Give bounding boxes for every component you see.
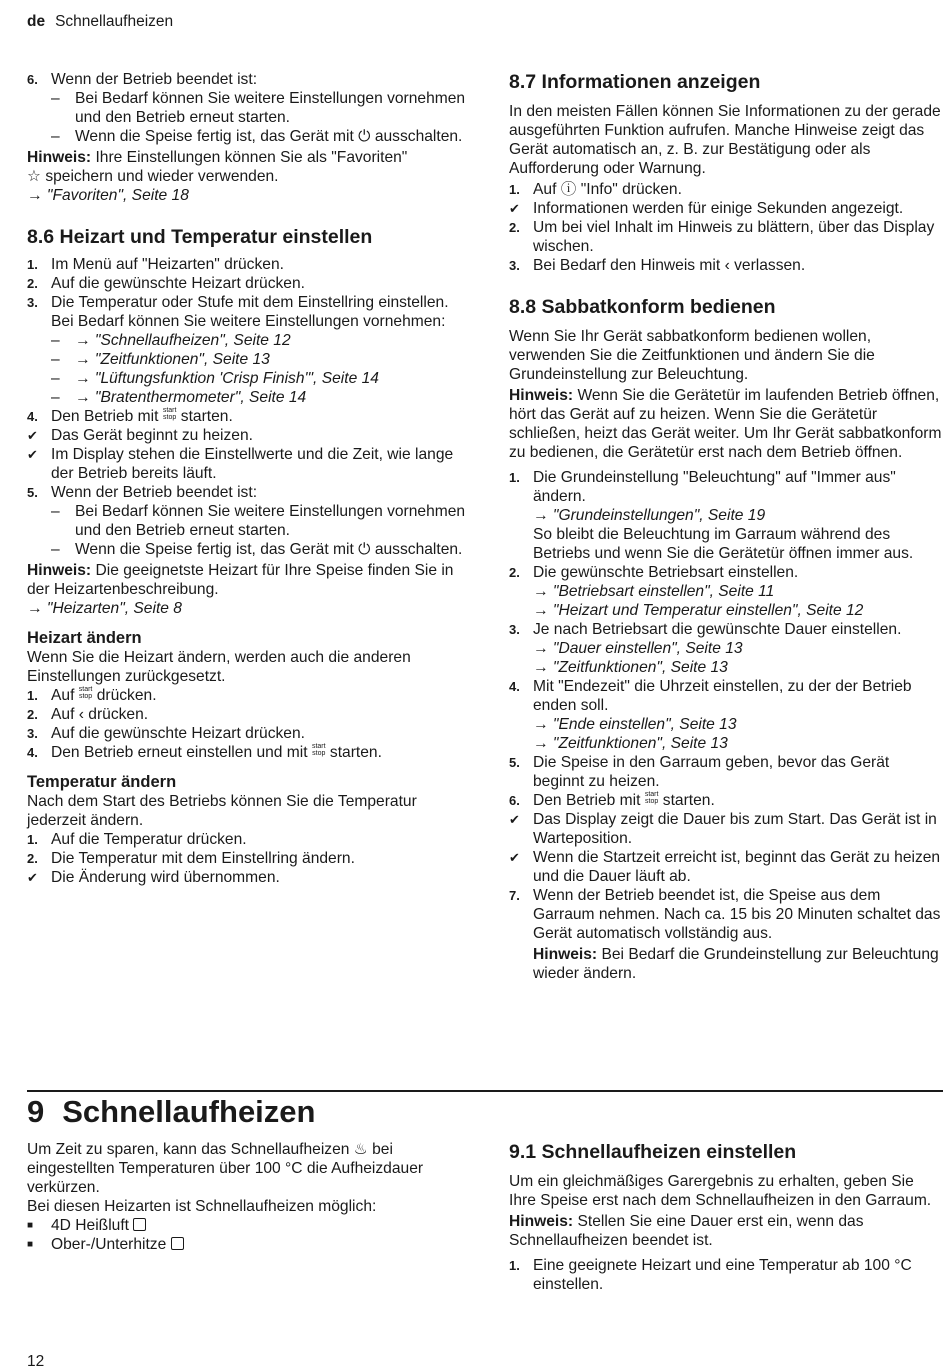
bullet-icon: ■ <box>27 1220 34 1231</box>
check-icon: ✔ <box>27 447 38 462</box>
start-stop-icon: start stop <box>162 407 177 421</box>
check-icon: ✔ <box>509 850 520 865</box>
chapter-9-left: Um Zeit zu sparen, kann das Schnellaufheizen ♨ bei eingestellten Temperaturen über 100 °C die Aufheizdauer verkürzen. Bei diesen Heizarten ist Schnellaufheizen möglich: ■ 4D Heißluft ■ Ober-/Unterhitze <box>27 1141 424 1253</box>
subheading-heizart: Heizart ändern <box>27 629 142 647</box>
section-9-1-title: 9.1 Schnellaufheizen einstellen <box>509 1141 797 1163</box>
page-header <box>27 12 173 31</box>
start-stop-icon: start stop <box>311 743 326 757</box>
xref: → "Favoriten", Seite 18 <box>27 187 189 204</box>
back-icon: ‹ <box>78 706 84 723</box>
left-column: 6. Wenn der Betrieb beendet ist: – Bei Bedarf können Sie weitere Einstellungen vornehmen und den Betrieb erneut starten. – Wenn die Speise fertig ist, das Gerät mit ⏻ ausschalten. Hinweis: Ihre Einstellungen können Sie als "Favoriten" ☆ speichern und wieder verwenden. → "Favoriten", Seite 18 8.6 Heizart und Temperatur einstellen 1. Im Menü auf "Heizarten" drücken. 2. Auf die gewünschte Heizart drücken. 3. Die Temperatur oder Stufe mit dem Einstellring einstellen. Bei Bedarf können Sie weitere Einstellungen vornehmen: – → "Schnellaufheizen", Seite 12 – → "Zeitfunktionen", Seite 13 – → "Lüftungsfunktion 'Crisp Finish'", Seite 14 – → "Bratenthermometer", Seite 14 4. Den Betrieb mit start stop starten. ✔ Das Gerät beginnt zu heizen. ✔ Im Display stehen die Einstellwerte und die Zeit, wie lange der Betrieb bereits läuft. 5. Wenn der Betrieb beendet ist: – Bei Bedarf können Sie weitere Einstellungen vornehmen und den Betrieb erneut starten. – Wenn die Speise fertig ist, das Gerät mit ⏻ ausschalten. Hinweis: Die geeignetste Heizart für Ihre Speise finden Sie in der Heizartenbeschreibung. → "Heizarten", Seite 8 Heizart ändern Wenn Sie die Heizart ändern, werden auch die anderen Einstellungen zurückgesetzt. 1. Auf start stop drücken. 2. Auf ‹ drücken. 3. Auf die gewünschte Heizart drücken. 4. Den Betrieb erneut einstellen und mit start stop starten. Temperatur ändern Nach dem Start des Betriebs können Sie die Temperatur jederzeit ändern. 1. Auf die Temperatur drücken. 2. Die Temperatur mit dem Einstellring ändern. ✔ Die Änderung wird übernommen. <box>27 71 466 886</box>
power-icon: ⏻ <box>358 541 371 558</box>
star-icon: ☆ <box>27 168 41 185</box>
header-title: Schnellaufheizen <box>55 13 174 30</box>
section-8-6-title: 8.6 Heizart und Temperatur einstellen <box>27 226 373 248</box>
bullet-icon: ■ <box>27 1239 34 1250</box>
language-code: de <box>27 13 46 30</box>
page-number: 12 <box>27 1353 45 1370</box>
chapter-9-right: 9.1 Schnellaufheizen einstellen Um ein gleichmäßiges Garergebnis zu erhalten, geben Sie Ihre Speise erst nach dem Schnellaufheizen in den Garraum. Hinweis: Stellen Sie eine Dauer erst ein, wenn das Schnellaufheizen beendet ist. 1. Eine geeignete Heizart und eine Temperatur ab 100 °C einstellen. <box>509 1140 943 1294</box>
rapid-heat-icon: ♨ <box>353 1141 368 1158</box>
start-stop-icon: start stop <box>78 686 93 700</box>
sub-item: – Bei Bedarf können Sie weitere Einstellungen vornehmen und den Betrieb erneut starten. <box>51 90 466 126</box>
back-icon: ‹ <box>724 257 730 274</box>
hint: Hinweis: Ihre Einstellungen können Sie als "Favoriten" ☆ speichern und wieder verwenden. <box>27 149 408 185</box>
section-8-8-title: 8.8 Sabbatkonform bedienen <box>509 296 776 318</box>
check-icon: ✔ <box>27 428 38 443</box>
start-stop-icon: start stop <box>644 791 659 805</box>
hint: Hinweis: Die geeignetste Heizart für Ihre Speise finden Sie in der Heizartenbeschreibung. <box>27 562 454 598</box>
fan-heat-icon <box>133 1218 146 1231</box>
section-divider <box>27 1090 943 1092</box>
hint: Hinweis: Wenn Sie die Gerätetür im laufenden Betrieb öffnen, hört das Gerät auf zu heizen. Wenn Sie die Gerätetür schließen, heizt das Gerät weiter. Um Ihr Gerät sabbatkonform zu bedienen, die Gerätetür erst nach dem Betrieb öffnen. <box>509 387 942 461</box>
check-icon: ✔ <box>27 870 38 885</box>
power-icon: ⏻ <box>358 128 371 145</box>
check-icon: ✔ <box>509 201 520 216</box>
right-column: 8.7 Informationen anzeigen In den meisten Fällen können Sie Informationen zu der gerade ausgeführten Funktion aufrufen. Manche Hinweise zeigt das Gerät automatisch an, z. B. zur Bestätigung oder als Aufforderung oder Warnung. 1. Auf ⓘ "Info" drücken. ✔ Informationen werden für einige Sekunden angezeigt. 2. Um bei viel Inhalt im Hinweis zu blättern, über das Display wischen. 3. Bei Bedarf den Hinweis mit ‹ verlassen. 8.8 Sabbatkonform bedienen Wenn Sie Ihr Gerät sabbatkonform bedienen wollen, verwenden Sie die Zeitfunktionen und ändern Sie die Grundeinstellung zur Beleuchtung. Hinweis: Wenn Sie die Gerätetür im laufenden Betrieb öffnen, hört das Gerät auf zu heizen. Wenn Sie die Gerätetür schließen, heizt das Gerät weiter. Um Ihr Gerät sabbatkonform zu bedienen, die Gerätetür erst nach dem Betrieb öffnen. 1. Die Grundeinstellung "Beleuchtung" auf "Immer aus" ändern. → "Grundeinstellungen", Seite 19 So bleibt die Beleuchtung im Garraum während des Betriebs und wenn Sie die Gerätetür öffnen immer aus. 2. Die gewünschte Betriebsart einstellen. → "Betriebsart einstellen", Seite 11 → "Heizart und Temperatur einstellen", Seite 12 3. Je nach Betriebsart die gewünschte Dauer einstellen. → "Dauer einstellen", Seite 13 → "Zeitfunktionen", Seite 13 4. Mit "Endezeit" die Uhrzeit einstellen, zu der der Betrieb enden soll. → "Ende einstellen", Seite 13 → "Zeitfunktionen", Seite 13 5. Die Speise in den Garraum geben, bevor das Gerät beginnt zu heizen. 6. Den Betrieb mit start stop starten. ✔ Das Display zeigt die Dauer bis zum Start. Das Gerät ist in Warteposition. ✔ Wenn die Startzeit erreicht ist, beginnt das Gerät zu heizen und die Dauer läuft ab. 7. Wenn der Betrieb beendet ist, die Speise aus dem Garraum nehmen. Nach ca. 15 bis 20 Minuten schaltet das Gerät automatisch vollständig aus. Hinweis: Bei Bedarf die Grundeinstellung zur Beleuchtung wieder ändern. <box>509 71 942 982</box>
chapter-9-title: 9 Schnellaufheizen <box>27 1094 316 1129</box>
sub-item: – Wenn die Speise fertig ist, das Gerät mit ⏻ ausschalten. <box>51 128 463 145</box>
section-8-7-title: 8.7 Informationen anzeigen <box>509 71 761 93</box>
check-icon: ✔ <box>509 812 520 827</box>
step-6: 6. Wenn der Betrieb beendet ist: <box>27 71 258 88</box>
subheading-temperatur: Temperatur ändern <box>27 773 177 791</box>
info-icon: ⓘ <box>560 181 577 198</box>
top-bottom-heat-icon <box>171 1237 184 1250</box>
